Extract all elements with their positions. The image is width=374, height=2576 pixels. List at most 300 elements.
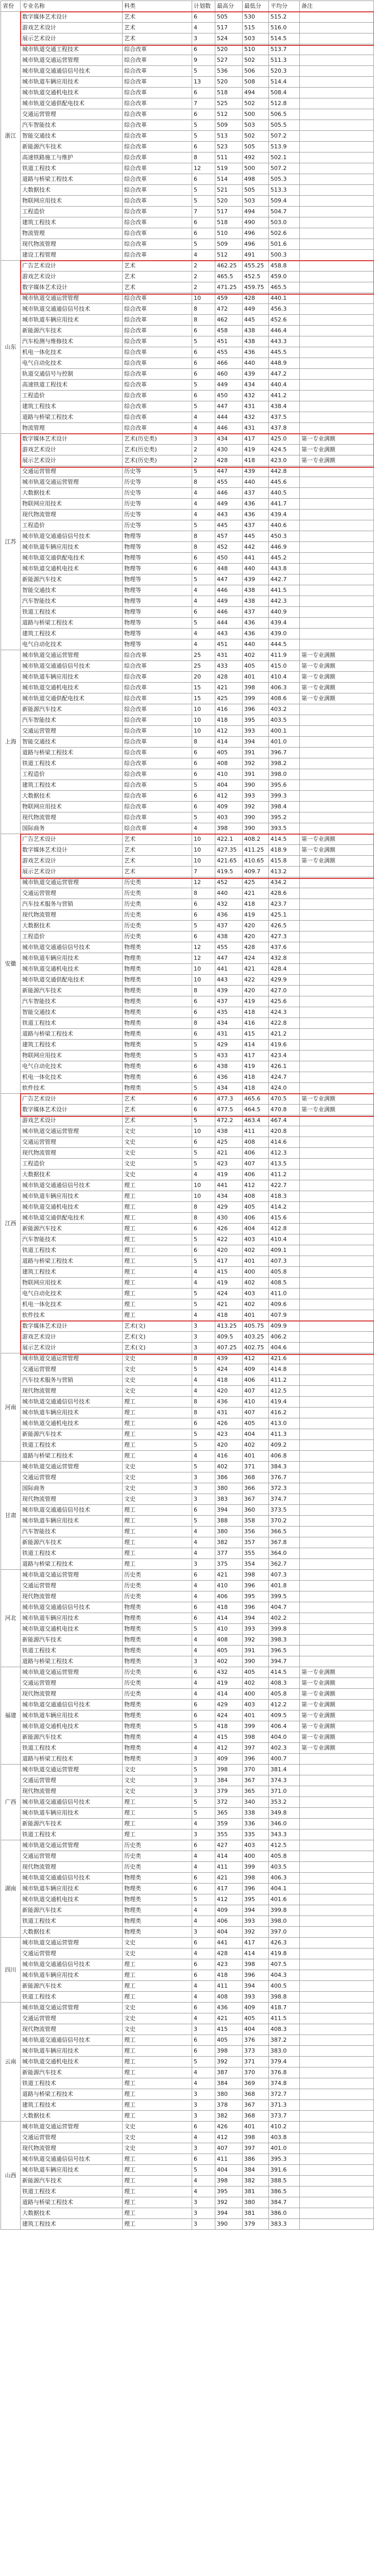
plan-count-cell: 6: [192, 791, 215, 802]
avg-score-cell: 405.8: [269, 1689, 300, 1700]
major-cell: 城市轨道交通通信信号技术: [21, 66, 123, 77]
note-cell: [300, 142, 374, 152]
category-cell: 综合改革: [123, 44, 192, 55]
category-cell: 综合改革: [123, 207, 192, 217]
note-cell: 第一专业满额: [300, 1689, 374, 1700]
note-cell: [300, 2089, 374, 2100]
avg-score-cell: 376.7: [269, 1472, 300, 1483]
note-cell: [300, 369, 374, 380]
min-score-cell: 402: [243, 1678, 269, 1689]
major-cell: 城市轨道交通机电技术: [21, 2057, 123, 2067]
max-score-cell: 398: [215, 1765, 243, 1775]
avg-score-cell: 424.5: [269, 445, 300, 455]
table-row: [1, 1808, 374, 1819]
note-cell: 第一专业满额: [300, 845, 374, 856]
note-cell: [300, 758, 374, 769]
category-cell: 文史: [123, 2003, 192, 2013]
plan-count-cell: 4: [192, 510, 215, 520]
avg-score-cell: 406.2: [269, 1332, 300, 1343]
min-score-cell: 396: [243, 1970, 269, 1981]
note-cell: [300, 1602, 374, 1613]
table-row: [1, 1581, 374, 1591]
major-cell: 建筑工程技术: [21, 780, 123, 791]
category-cell: 艺术(文): [123, 1343, 192, 1353]
avg-score-cell: 444.5: [269, 639, 300, 650]
min-score-cell: 398: [243, 1570, 269, 1581]
table-row: [1, 607, 374, 618]
note-cell: [300, 185, 374, 196]
note-cell: [300, 1267, 374, 1278]
table-row: [1, 1029, 374, 1040]
major-cell: 交通运营管理: [21, 1137, 123, 1148]
plan-count-cell: 10: [192, 834, 215, 845]
max-score-cell: 443: [215, 629, 243, 639]
note-cell: [300, 607, 374, 618]
major-cell: 城市轨道交通通信信号技术: [21, 1797, 123, 1808]
min-score-cell: 420: [243, 986, 269, 996]
table-row: [1, 1451, 374, 1462]
max-score-cell: 449: [215, 596, 243, 607]
category-cell: 综合改革: [123, 693, 192, 704]
note-cell: 第一专业满额: [300, 661, 374, 672]
table-row: [1, 1765, 374, 1775]
table-row: [1, 196, 374, 207]
note-cell: [300, 1516, 374, 1527]
plan-count-cell: 4: [192, 423, 215, 434]
avg-score-cell: 412.5: [269, 1386, 300, 1397]
note-cell: [300, 1386, 374, 1397]
category-cell: 文史: [123, 2132, 192, 2143]
table-row: [1, 44, 374, 55]
avg-score-cell: 414.6: [269, 1137, 300, 1148]
table-row: [1, 1873, 374, 1884]
table-row: [1, 1213, 374, 1224]
major-cell: 机电一体化技术: [21, 1072, 123, 1083]
note-cell: [300, 1765, 374, 1775]
category-cell: 艺术(历史类): [123, 445, 192, 455]
category-cell: 历史类: [123, 1591, 192, 1602]
major-cell: 城市轨道交通通信信号技术: [21, 1505, 123, 1516]
note-cell: [300, 1840, 374, 1851]
avg-score-cell: 509.4: [269, 196, 300, 207]
table-row: [1, 1061, 374, 1072]
major-cell: 城市轨道交通工程技术: [21, 44, 123, 55]
table-row: [1, 1472, 374, 1483]
note-cell: [300, 2100, 374, 2111]
max-score-cell: 425: [215, 693, 243, 704]
avg-score-cell: 437.5: [269, 412, 300, 423]
plan-count-cell: 10: [192, 964, 215, 975]
plan-count-cell: 5: [192, 380, 215, 391]
category-cell: 物理类: [123, 986, 192, 996]
plan-count-cell: 3: [192, 1786, 215, 1797]
table-row: [1, 1916, 374, 1927]
avg-score-cell: 383.0: [269, 2046, 300, 2057]
plan-count-cell: 3: [192, 1927, 215, 1938]
table-row: [1, 1375, 374, 1386]
major-cell: 工程造价: [21, 207, 123, 217]
min-score-cell: 505: [243, 142, 269, 152]
max-score-cell: 408: [215, 758, 243, 769]
note-cell: [300, 726, 374, 737]
major-cell: 铁道工程技术: [21, 1646, 123, 1656]
major-cell: 新能源汽车技术: [21, 1981, 123, 1992]
min-score-cell: 401: [243, 1451, 269, 1462]
category-cell: 理工: [123, 1829, 192, 1840]
max-score-cell: 511: [215, 152, 243, 163]
min-score-cell: 437: [243, 520, 269, 531]
max-score-cell: 431: [215, 650, 243, 661]
min-score-cell: 340: [243, 1797, 269, 1808]
header-min-score: 最低分: [243, 1, 269, 12]
table-row: [1, 1364, 374, 1375]
plan-count-cell: 3: [192, 1559, 215, 1570]
category-cell: 综合改革: [123, 412, 192, 423]
max-score-cell: 383: [215, 1494, 243, 1505]
major-cell: 工程造价: [21, 520, 123, 531]
avg-score-cell: 409.5: [269, 1710, 300, 1721]
category-cell: 理工: [123, 2078, 192, 2089]
max-score-cell: 404: [215, 1927, 243, 1938]
note-cell: [300, 996, 374, 1007]
table-row: [1, 1072, 374, 1083]
major-cell: 城市轨道交通机电技术: [21, 683, 123, 693]
avg-score-cell: 514.5: [269, 33, 300, 44]
min-score-cell: 506: [243, 66, 269, 77]
note-cell: 第一专业满额: [300, 1105, 374, 1115]
min-score-cell: 436: [243, 347, 269, 358]
max-score-cell: 407: [215, 2143, 243, 2154]
category-cell: 历史类: [123, 1862, 192, 1873]
plan-count-cell: 5: [192, 66, 215, 77]
max-score-cell: 414: [215, 737, 243, 748]
major-cell: 城市轨道交通通信信号技术: [21, 2154, 123, 2165]
category-cell: 艺术(历史类): [123, 455, 192, 466]
note-cell: [300, 282, 374, 293]
avg-score-cell: 422.8: [269, 1018, 300, 1029]
max-score-cell: 441: [215, 964, 243, 975]
max-score-cell: 418: [215, 1721, 243, 1732]
avg-score-cell: 407.5: [269, 1959, 300, 1970]
category-cell: 历史等: [123, 520, 192, 531]
category-cell: 理工: [123, 2219, 192, 2230]
category-cell: 历史类: [123, 1581, 192, 1591]
avg-score-cell: 408.5: [269, 1278, 300, 1289]
major-cell: 交通运营管理: [21, 1472, 123, 1483]
max-score-cell: 428: [215, 672, 243, 683]
plan-count-cell: 3: [192, 2208, 215, 2219]
min-score-cell: 391: [243, 748, 269, 758]
min-score-cell: 494: [243, 88, 269, 98]
table-row: [1, 261, 374, 272]
note-cell: [300, 1137, 374, 1148]
min-score-cell: 402: [243, 1278, 269, 1289]
avg-score-cell: 425.6: [269, 996, 300, 1007]
major-cell: 城市轨道交通运营管理: [21, 1570, 123, 1581]
category-cell: 物理等: [123, 607, 192, 618]
min-score-cell: 418: [243, 1072, 269, 1083]
min-score-cell: 365: [243, 1786, 269, 1797]
major-cell: 道路与桥梁工程技术: [21, 174, 123, 185]
min-score-cell: 441: [243, 553, 269, 564]
major-cell: 软件技术: [21, 1083, 123, 1094]
min-score-cell: 407: [243, 1408, 269, 1418]
major-cell: 汽车技术服务与营销: [21, 1375, 123, 1386]
category-cell: 综合改革: [123, 715, 192, 726]
major-cell: 交通运营管理: [21, 466, 123, 477]
max-score-cell: 414: [215, 1613, 243, 1624]
min-score-cell: 370: [243, 1765, 269, 1775]
province-cell: 云南: [1, 2003, 21, 2122]
avg-score-cell: 410.2: [269, 2122, 300, 2132]
plan-count-cell: 8: [192, 1397, 215, 1408]
avg-score-cell: 445.5: [269, 347, 300, 358]
min-score-cell: 397: [243, 1743, 269, 1754]
min-score-cell: 440: [243, 358, 269, 369]
min-score-cell: 394: [243, 1981, 269, 1992]
table-row: [1, 185, 374, 196]
avg-score-cell: 450.3: [269, 531, 300, 542]
major-cell: 现代物流管理: [21, 1148, 123, 1159]
max-score-cell: 439: [215, 1353, 243, 1364]
note-cell: 第一专业满额: [300, 1743, 374, 1754]
min-score-cell: 436: [243, 499, 269, 510]
table-row: [1, 1115, 374, 1126]
category-cell: 艺术(文): [123, 1321, 192, 1332]
avg-score-cell: 419.8: [269, 1948, 300, 1959]
avg-score-cell: 439.0: [269, 629, 300, 639]
table-row: [1, 2024, 374, 2035]
note-cell: [300, 791, 374, 802]
note-cell: [300, 33, 374, 44]
table-row: [1, 1819, 374, 1829]
avg-score-cell: 440.1: [269, 293, 300, 304]
major-cell: 展示艺术设计: [21, 455, 123, 466]
table-row: [1, 163, 374, 174]
max-score-cell: 365: [215, 1808, 243, 1819]
min-score-cell: 411: [243, 1126, 269, 1137]
max-score-cell: 434: [215, 434, 243, 445]
table-row: [1, 845, 374, 856]
max-score-cell: 443: [215, 510, 243, 520]
table-row: [1, 1905, 374, 1916]
note-cell: [300, 120, 374, 131]
avg-score-cell: 401.0: [269, 2143, 300, 2154]
avg-score-cell: 412.5: [269, 1840, 300, 1851]
min-score-cell: 367: [243, 2100, 269, 2111]
province-cell: 甘肃: [1, 1462, 21, 1570]
note-cell: 第一专业满额: [300, 455, 374, 466]
min-score-cell: 418: [243, 1007, 269, 1018]
note-cell: [300, 1851, 374, 1862]
plan-count-cell: 8: [192, 888, 215, 899]
table-row: [1, 1245, 374, 1256]
table-row: [1, 1981, 374, 1992]
table-row: [1, 975, 374, 986]
table-row: [1, 1418, 374, 1429]
plan-count-cell: 5: [192, 1040, 215, 1050]
table-row: [1, 1548, 374, 1559]
plan-count-cell: 5: [192, 1721, 215, 1732]
note-cell: [300, 2187, 374, 2197]
avg-score-cell: 401.0: [269, 737, 300, 748]
max-score-cell: 434: [215, 1018, 243, 1029]
note-cell: [300, 196, 374, 207]
avg-score-cell: 442.7: [269, 574, 300, 585]
max-score-cell: 472.2: [215, 1115, 243, 1126]
major-cell: 城市轨道交通通信信号技术: [21, 1700, 123, 1710]
plan-count-cell: 6: [192, 1613, 215, 1624]
major-cell: 数字媒体艺术设计: [21, 845, 123, 856]
table-row: [1, 455, 374, 466]
major-cell: 道路与桥梁工程技术: [21, 2089, 123, 2100]
category-cell: 艺术: [123, 1094, 192, 1105]
avg-score-cell: 411.5: [269, 2013, 300, 2024]
plan-count-cell: 5: [192, 1429, 215, 1440]
major-cell: 新能源汽车技术: [21, 326, 123, 336]
note-cell: [300, 2208, 374, 2219]
min-score-cell: 354: [243, 1559, 269, 1570]
note-cell: [300, 2176, 374, 2187]
major-cell: 电气自动化技术: [21, 358, 123, 369]
major-cell: 新能源汽车技术: [21, 142, 123, 152]
category-cell: 文史: [123, 2013, 192, 2024]
plan-count-cell: 4: [192, 1689, 215, 1700]
table-row: [1, 867, 374, 877]
table-row: [1, 564, 374, 574]
note-cell: 第一专业满额: [300, 1667, 374, 1678]
plan-count-cell: 3: [192, 2100, 215, 2111]
note-cell: [300, 2165, 374, 2176]
avg-score-cell: 429.9: [269, 975, 300, 986]
plan-count-cell: 5: [192, 1299, 215, 1310]
plan-count-cell: 5: [192, 1159, 215, 1170]
max-score-cell: 414: [215, 1689, 243, 1700]
plan-count-cell: 3: [192, 434, 215, 445]
plan-count-cell: 4: [192, 499, 215, 510]
note-cell: [300, 239, 374, 250]
max-score-cell: 457: [215, 531, 243, 542]
max-score-cell: 412: [215, 1894, 243, 1905]
major-cell: 工程造价: [21, 769, 123, 780]
min-score-cell: 432: [243, 412, 269, 423]
table-row: [1, 1797, 374, 1808]
category-cell: 理工: [123, 1202, 192, 1213]
category-cell: 物理类: [123, 1613, 192, 1624]
plan-count-cell: 8: [192, 531, 215, 542]
avg-score-cell: 425.0: [269, 434, 300, 445]
max-score-cell: 416: [215, 1451, 243, 1462]
max-score-cell: 378: [215, 2100, 243, 2111]
avg-score-cell: 406.3: [269, 1873, 300, 1884]
min-score-cell: 412: [243, 1353, 269, 1364]
plan-count-cell: 6: [192, 1224, 215, 1234]
plan-count-cell: 5: [192, 131, 215, 142]
plan-count-cell: 4: [192, 488, 215, 499]
note-cell: 第一专业满额: [300, 445, 374, 455]
category-cell: 文史: [123, 1775, 192, 1786]
category-cell: 艺术: [123, 867, 192, 877]
note-cell: [300, 499, 374, 510]
major-cell: 现代物流管理: [21, 1862, 123, 1873]
min-score-cell: 370: [243, 2067, 269, 2078]
avg-score-cell: 445.2: [269, 553, 300, 564]
table-row: [1, 812, 374, 823]
category-cell: 理工: [123, 1278, 192, 1289]
plan-count-cell: 6: [192, 326, 215, 336]
avg-score-cell: 396.5: [269, 1646, 300, 1656]
avg-score-cell: 372.7: [269, 2089, 300, 2100]
max-score-cell: 359: [215, 1819, 243, 1829]
plan-count-cell: 5: [192, 574, 215, 585]
plan-count-cell: 10: [192, 1126, 215, 1137]
plan-count-cell: 5: [192, 1808, 215, 1819]
plan-count-cell: 6: [192, 1137, 215, 1148]
major-cell: 城市轨道交通通信信号技术: [21, 1959, 123, 1970]
major-cell: 铁道工程技术: [21, 1992, 123, 2003]
note-cell: [300, 931, 374, 942]
note-cell: [300, 2057, 374, 2067]
category-cell: 历史类: [123, 1840, 192, 1851]
note-cell: [300, 1418, 374, 1429]
table-row: [1, 1299, 374, 1310]
note-cell: [300, 1213, 374, 1224]
major-cell: 现代物流管理: [21, 1786, 123, 1797]
table-row: [1, 931, 374, 942]
max-score-cell: 462.25: [215, 261, 243, 272]
category-cell: 综合改革: [123, 780, 192, 791]
min-score-cell: 369: [243, 2078, 269, 2089]
min-score-cell: 358: [243, 1516, 269, 1527]
max-score-cell: 450: [215, 553, 243, 564]
plan-count-cell: 2: [192, 272, 215, 282]
note-cell: [300, 2111, 374, 2122]
note-cell: [300, 715, 374, 726]
major-cell: 铁道工程技术: [21, 1916, 123, 1927]
note-cell: [300, 1754, 374, 1765]
major-cell: 城市轨道交通运营管理: [21, 877, 123, 888]
note-cell: [300, 704, 374, 715]
major-cell: 城市轨道交通机电技术: [21, 88, 123, 98]
category-cell: 物理等: [123, 542, 192, 553]
avg-score-cell: 415.6: [269, 1213, 300, 1224]
category-cell: 综合改革: [123, 823, 192, 834]
plan-count-cell: 8: [192, 152, 215, 163]
category-cell: 理工: [123, 1981, 192, 1992]
major-cell: 城市轨道车辆应用技术: [21, 672, 123, 683]
table-row: [1, 423, 374, 434]
note-cell: [300, 1321, 374, 1332]
table-row: [1, 336, 374, 347]
note-cell: [300, 1537, 374, 1548]
note-cell: [300, 953, 374, 964]
max-score-cell: 392: [215, 2197, 243, 2208]
major-cell: 物联网应用技术: [21, 196, 123, 207]
max-score-cell: 382: [215, 2111, 243, 2122]
max-score-cell: 536: [215, 66, 243, 77]
major-cell: 道路与桥梁工程技术: [21, 412, 123, 423]
table-row: [1, 856, 374, 867]
category-cell: 文史: [123, 1386, 192, 1397]
major-cell: 城市轨道车辆应用技术: [21, 1408, 123, 1418]
category-cell: 物理类: [123, 953, 192, 964]
category-cell: 综合改革: [123, 98, 192, 109]
max-score-cell: 447: [215, 466, 243, 477]
plan-count-cell: 4: [192, 1170, 215, 1180]
category-cell: 综合改革: [123, 758, 192, 769]
max-score-cell: 417: [215, 1256, 243, 1267]
max-score-cell: 414: [215, 1851, 243, 1862]
